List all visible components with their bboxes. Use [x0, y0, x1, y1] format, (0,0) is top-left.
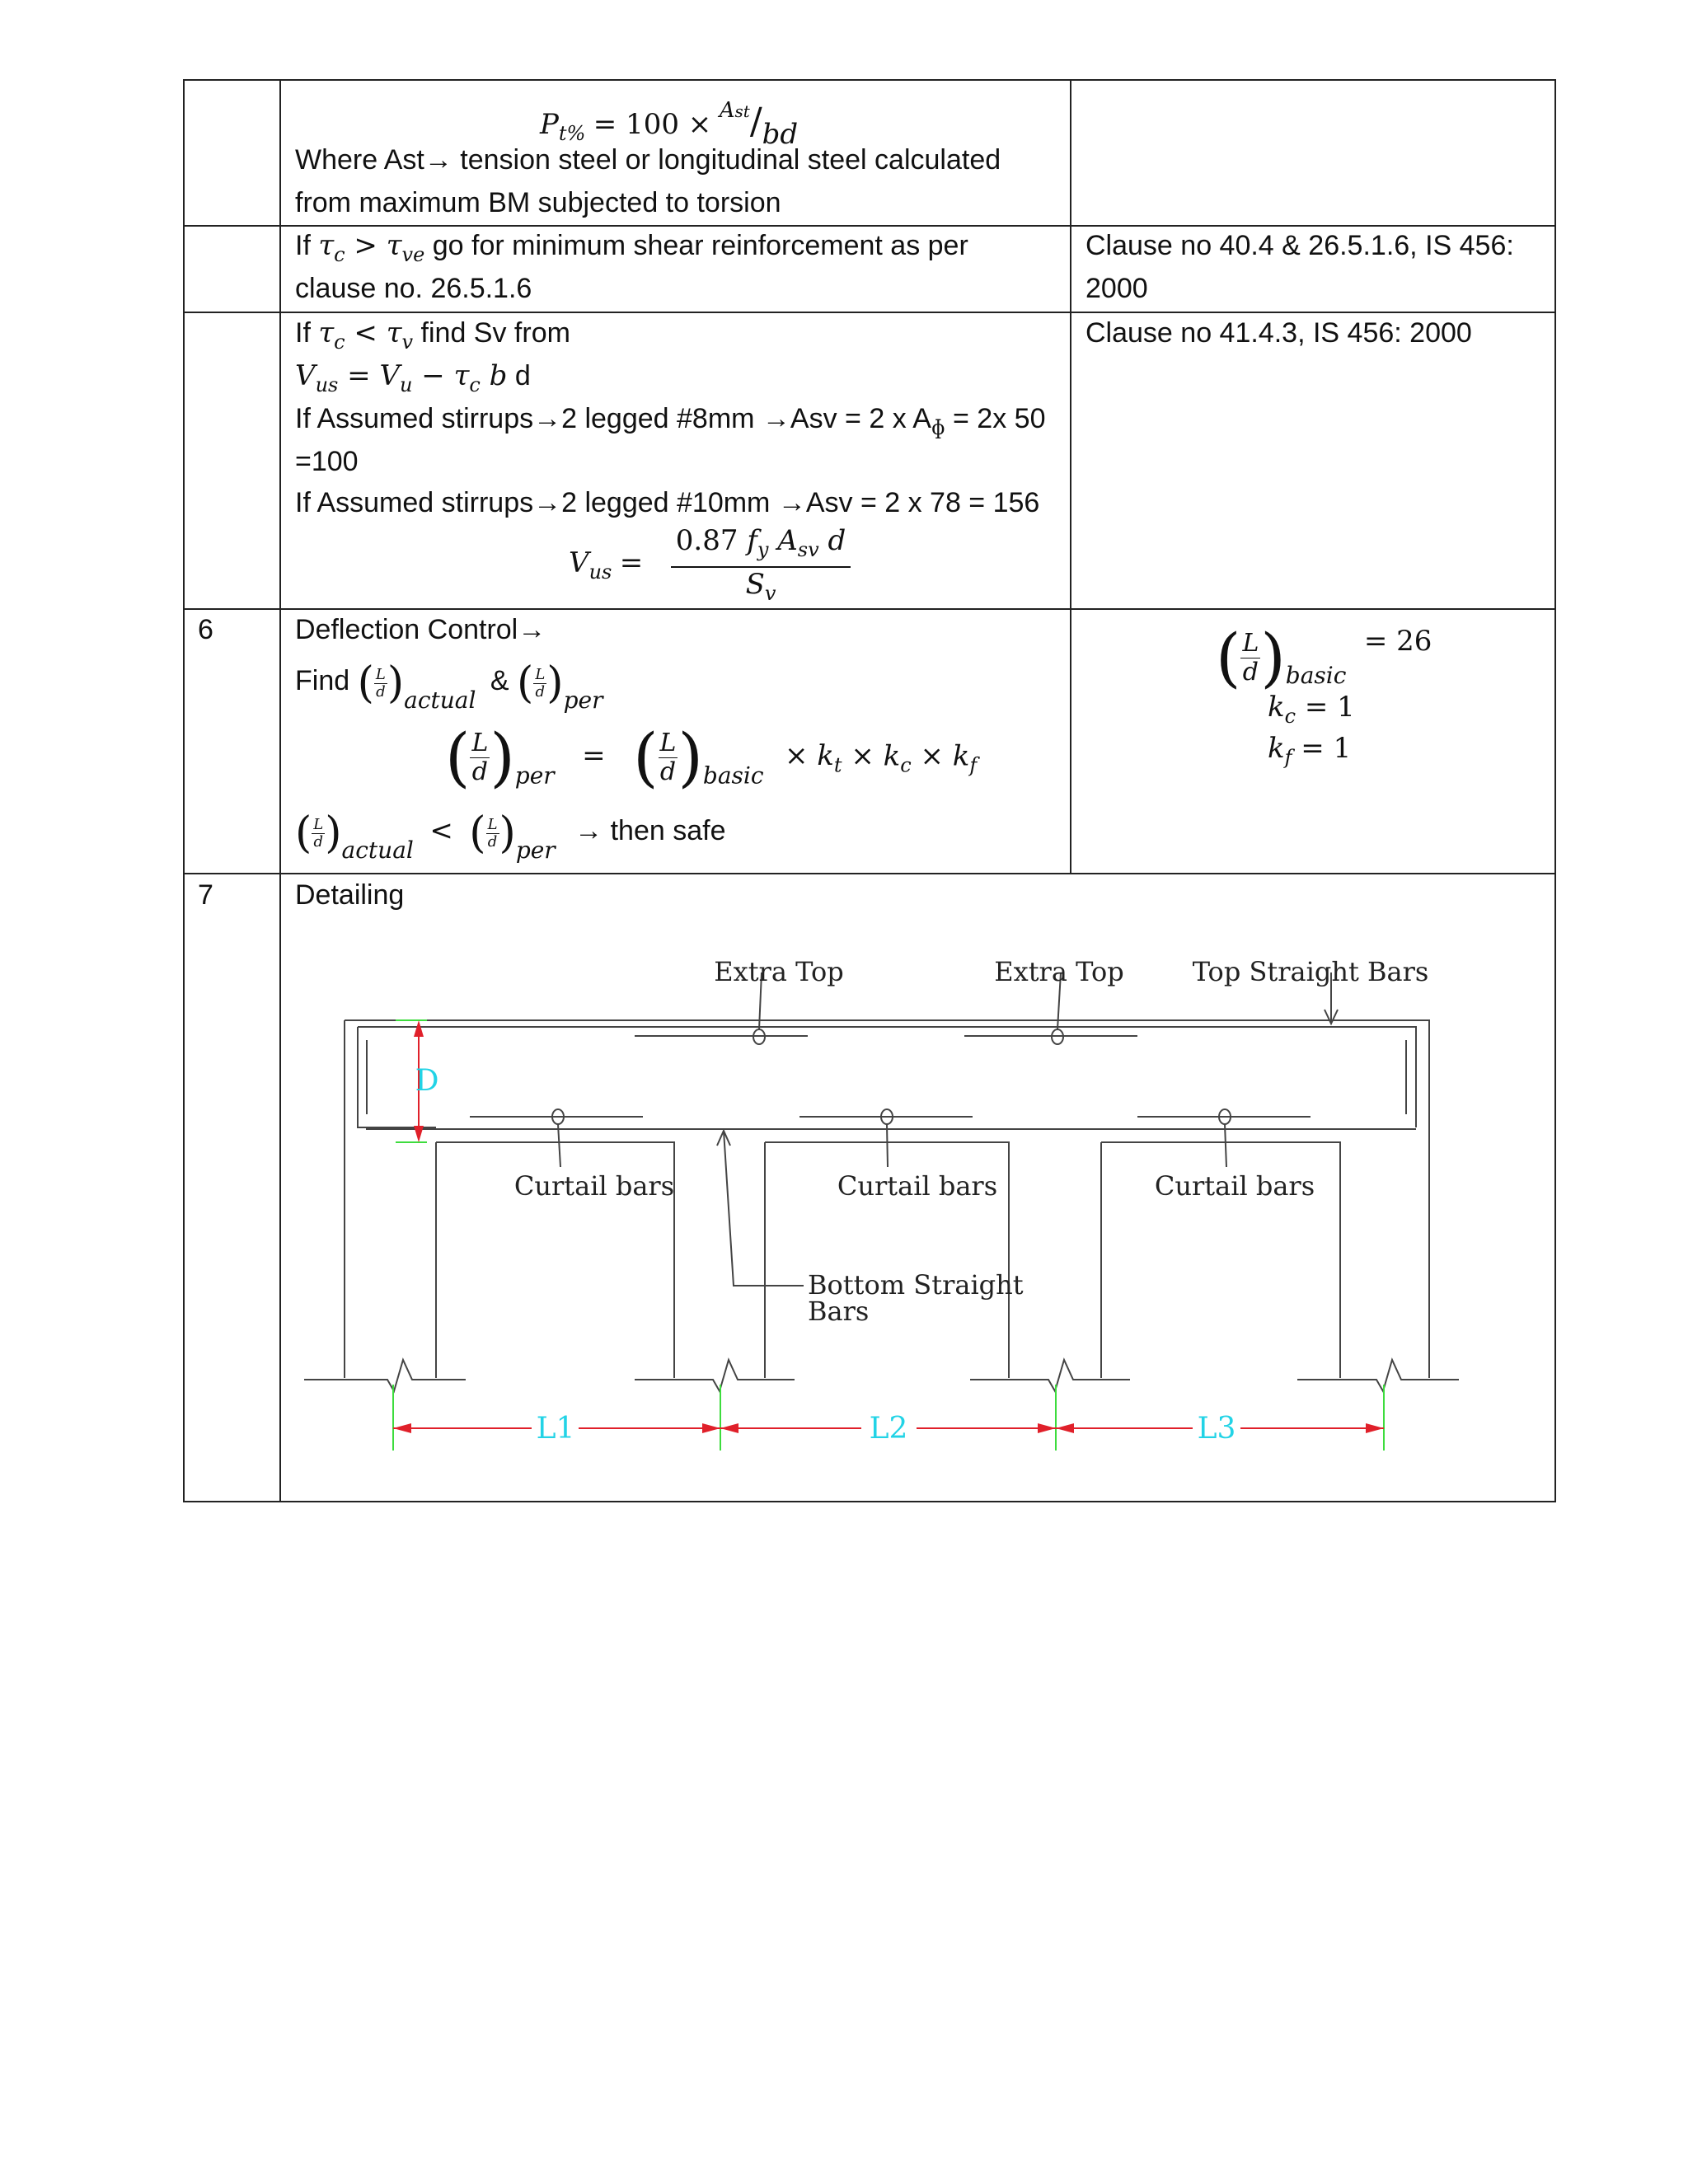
vus-b: b [480, 359, 508, 392]
then-safe: → then safe [574, 815, 726, 846]
vu-sub: u [400, 373, 413, 396]
vus-minus: − [412, 359, 454, 392]
ld-d: d [471, 757, 488, 786]
find-label: Find [295, 665, 358, 696]
leader-curtail-2 [887, 1124, 888, 1167]
sv-den-s: S [745, 568, 765, 601]
kc-value: = 1 [1296, 691, 1355, 724]
sv-den-sub: v [764, 582, 776, 605]
times-kf: × k [911, 739, 970, 773]
tau-c-symbol-2: τ [318, 316, 335, 349]
ld-per-3: ( $\frac{L}{d}$) [469, 808, 516, 859]
ld-d: d [1242, 657, 1259, 687]
ld-per-sub-3: per [515, 837, 556, 864]
ld-per-sub-1: per [563, 687, 603, 714]
sv-asv-sub: sv [797, 538, 819, 561]
sv-fraction [671, 524, 851, 610]
shear-min-line-2: clause no. 26.5.1.6 [295, 273, 532, 304]
support-break-2 [635, 1360, 795, 1391]
row7-title: Detailing [295, 879, 405, 911]
phi-subscript: ɸ [931, 416, 945, 439]
where-line-2: from maximum BM subjected to torsion [295, 187, 781, 218]
kf-sub: f [969, 753, 978, 777]
pt-equals: = 100 × [593, 108, 712, 141]
pt-denominator: bd [762, 118, 799, 151]
support-break-4 [1297, 1360, 1459, 1391]
leader-curtail-3 [1225, 1124, 1226, 1167]
sv-num-coef: 0.87 [675, 524, 748, 557]
tau-v-symbol: τ [386, 316, 402, 349]
ast-symbol: A [719, 98, 735, 123]
vus-tau-sub: c [469, 373, 481, 396]
ld-lt: < [429, 814, 453, 847]
kc-ref-sub: c [1284, 705, 1296, 728]
ld-basic-1: ( $\frac{L}{d}$) [633, 720, 703, 795]
pt-symbol: P [540, 108, 559, 141]
vus-v: V [295, 359, 316, 392]
sv-lhs-v: V [569, 546, 589, 579]
sv-asv: A [768, 524, 798, 557]
ld-per-2: ( $\frac{L}{d}$) [445, 720, 515, 795]
col-divider-2 [1070, 79, 1071, 874]
row6-safe-line [295, 809, 726, 872]
row7-number: 7 [198, 879, 213, 911]
row6-find-line [295, 659, 603, 722]
stirrup8-line-1 [295, 397, 1045, 449]
label-span-1: L1 [536, 1412, 575, 1446]
row6-permissible-eq [445, 720, 978, 797]
stirrup10-line: If Assumed stirrups→2 legged #10mm →Asv = 2 x 78 = 156 [295, 487, 1040, 518]
label-extra-top-2: Extra Top [994, 956, 1124, 987]
shear-design-ref: Clause no 41.4.3, IS 456: 2000 [1085, 317, 1472, 349]
greater-than: > [345, 229, 387, 262]
ld-L: L [487, 815, 498, 833]
stirrup8-line-2: =100 [295, 446, 359, 477]
pt-subscript: t% [558, 122, 586, 145]
support-break-1 [304, 1360, 466, 1391]
label-curtail-2: Curtail bars [837, 1170, 998, 1202]
sv-lhs-sub: us [588, 560, 612, 583]
sv-fy: f [747, 524, 757, 557]
ld-L: L [471, 729, 489, 757]
vus-d: d [507, 360, 531, 391]
tau-v-subscript: v [401, 330, 414, 354]
ld-actual-2: ( $\frac{L}{d}$) [295, 808, 342, 859]
tau-ve-subscript: ve [401, 243, 425, 266]
amp: & [490, 665, 509, 696]
ld-L: L [313, 815, 324, 833]
tau-c-symbol: τ [318, 229, 335, 262]
shear-design-if: If [295, 317, 319, 349]
label-extra-top-1: Extra Top [714, 956, 844, 987]
less-than: < [345, 316, 387, 349]
top-straight-bar [367, 1040, 1406, 1114]
label-top-straight-bars: Top Straight Bars [1192, 956, 1429, 987]
ld-L: L [1242, 628, 1259, 658]
label-bottom-straight-1: Bottom Straight [808, 1269, 1024, 1301]
ld-d: d [487, 832, 498, 851]
shear-min-ref-2: 2000 [1085, 273, 1148, 304]
ld-d: d [313, 832, 324, 851]
ld-actual-sub-2: actual [341, 837, 414, 864]
shear-min-text: go for minimum shear reinforcement as per [424, 230, 968, 261]
stirrup8-tail: = 2x 50 [945, 403, 1046, 434]
sv-denominator [671, 568, 851, 610]
ld-L: L [535, 665, 546, 683]
where-line-1: Where Ast→ tension steel or longitudinal steel calculated [295, 144, 1001, 176]
ld-eq: = [582, 739, 606, 773]
vus-tau: τ [453, 359, 470, 392]
label-span-3: L3 [1197, 1412, 1236, 1446]
shear-design-text: find Sv from [413, 317, 570, 349]
ld-actual-1: ( $\frac{L}{d}$) [357, 658, 405, 709]
ld-actual-sub-1: actual [404, 687, 476, 714]
kf-value: = 1 [1292, 732, 1352, 765]
kf-ref-sub: f [1284, 746, 1292, 769]
label-depth: D [415, 1064, 439, 1098]
times-kt: × k [784, 739, 834, 773]
vus-eq: = [338, 359, 380, 392]
straight-bars-outline [358, 1027, 1416, 1127]
vus-sub: us [315, 373, 339, 396]
ld-basic-sub-2: basic [1285, 662, 1347, 689]
row6-title: Deflection Control→ [295, 614, 546, 645]
sv-eq: = [619, 546, 644, 579]
tau-ve-symbol: τ [386, 229, 402, 262]
vu-v: V [379, 359, 401, 392]
label-bottom-straight-2: Bars [808, 1296, 870, 1327]
sv-d: d [818, 524, 846, 557]
ref-kf [1268, 727, 1351, 779]
ld-L: L [659, 729, 677, 757]
tau-c-subscript-2: c [334, 330, 345, 354]
stirrup8-text: If Assumed stirrups→2 legged #8mm →Asv = 2 x A [295, 403, 931, 434]
kf-k: k [1268, 732, 1285, 765]
sv-formula [569, 524, 851, 610]
ld-per-sub-2: per [514, 762, 555, 790]
leader-curtail-1 [558, 1124, 560, 1167]
ld-basic-sub-1: basic [702, 762, 764, 790]
leader-bottom-straight [717, 1131, 804, 1286]
kc-sub: c [900, 753, 912, 777]
row6-number: 6 [198, 614, 213, 645]
ld-d: d [535, 682, 546, 701]
kt-sub: t [833, 753, 842, 777]
beam-detailing-diagram [277, 890, 1477, 1467]
shear-min-if: If [295, 230, 319, 261]
ld-d: d [659, 757, 677, 786]
ld-basic-2: ( $\frac{L}{d}$) [1216, 621, 1286, 696]
ld-d: d [376, 682, 386, 701]
sv-fy-sub: y [757, 538, 769, 561]
ld-per-1: ( $\frac{L}{d}$) [517, 658, 564, 709]
shear-min-ref-1: Clause no 40.4 & 26.5.1.6, IS 456: [1085, 230, 1514, 261]
label-curtail-3: Curtail bars [1154, 1170, 1315, 1202]
kc-k: k [1268, 691, 1285, 724]
sv-numerator [671, 524, 851, 568]
ast-subscript: st [734, 101, 750, 121]
tau-c-subscript: c [334, 243, 345, 266]
ld-L: L [375, 665, 386, 683]
pt-slash: / [749, 101, 762, 143]
support-break-3 [970, 1360, 1130, 1391]
label-curtail-1: Curtail bars [513, 1170, 675, 1202]
label-span-2: L2 [869, 1412, 908, 1446]
times-kc: × k [842, 739, 901, 773]
ld-basic-value: = 26 [1363, 625, 1432, 658]
